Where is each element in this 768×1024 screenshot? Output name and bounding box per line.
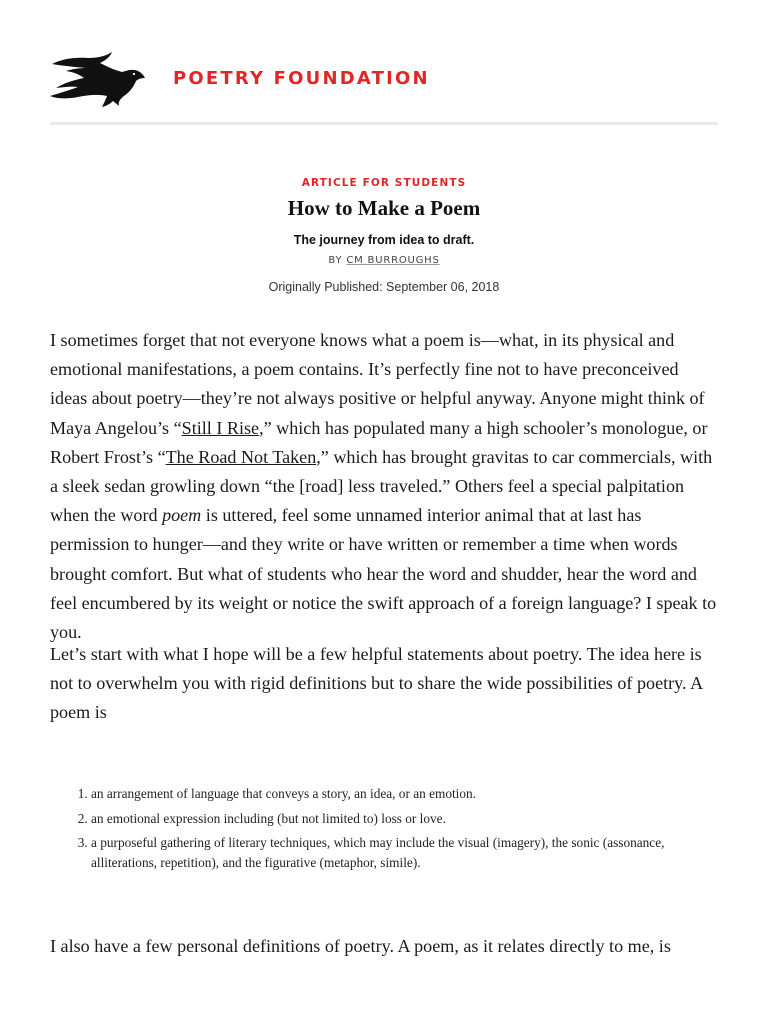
article-title: How to Make a Poem	[287, 196, 481, 220]
list-item: 1. an arrangement of language that conveys a story, an idea, or an emotion.	[91, 784, 691, 804]
emphasis-poem: poem	[162, 505, 202, 526]
list-item: 3. a purposeful gathering of literary techniques, which may include the visual (imagery), the sonic (assonance, alliterations, repetition), and the figurative (metaphor, simile).	[91, 833, 691, 873]
header-divider	[50, 122, 718, 125]
definition-list	[70, 784, 691, 878]
paragraph-text: is uttered, feel some unnamed interior animal that at last has permission to hunger—and they write or have written or remember a time when words brought comfort. But what of students who hear the word and shudder, hear the word and feel encumbered by its weight or notice the swift approach of a foreign language? I speak to you.	[50, 505, 717, 643]
author-link[interactable]: CM BURROUGHS	[346, 255, 440, 266]
paragraph-text: ,” which has brought gravitas to car commercials, with a sleek sedan growling down “the [road] less traveled.” Others feel a special palpitation when the word	[50, 446, 713, 526]
road-not-taken-link[interactable]: The Road Not Taken	[165, 446, 317, 467]
byline	[0, 255, 768, 266]
site-header	[50, 44, 718, 114]
list-item: 2. an emotional expression including (but not limited to) loss or love.	[91, 809, 691, 829]
bird-logo-icon[interactable]	[50, 50, 146, 108]
body-paragraph: Let’s start with what I hope will be a few helpful statements about poetry. The idea here is not to overwhelm you with rigid definitions but to share the wide possibilities of poetry. A poem is	[50, 644, 703, 723]
paragraph-text: ,” which has populated many a high schooler’s monologue, or Robert Frost’s “	[50, 417, 708, 467]
article-subtitle: The journey from idea to draft.	[293, 233, 475, 247]
body-paragraph: I also have a few personal definitions of poetry. A poem, as it relates directly to me, is	[50, 936, 671, 956]
published-date: Originally Published: September 06, 2018	[268, 280, 500, 294]
byline-label: BY	[328, 255, 343, 266]
still-i-rise-link[interactable]: Still I Rise	[181, 417, 260, 438]
paragraph-text: I sometimes forget that not everyone knows what a poem is—what, in its physical and emotional manifestations, a poem contains. It’s perfectly fine not to have preconceived ideas about poetry—they’re not always positive or helpful anyway. Anyone might think of Maya Angelou’s “	[50, 330, 705, 438]
body-paragraph	[50, 326, 718, 647]
brand-wordmark[interactable]: POETRY FOUNDATION	[173, 68, 430, 89]
article-kicker[interactable]: ARTICLE FOR STUDENTS	[301, 177, 467, 189]
